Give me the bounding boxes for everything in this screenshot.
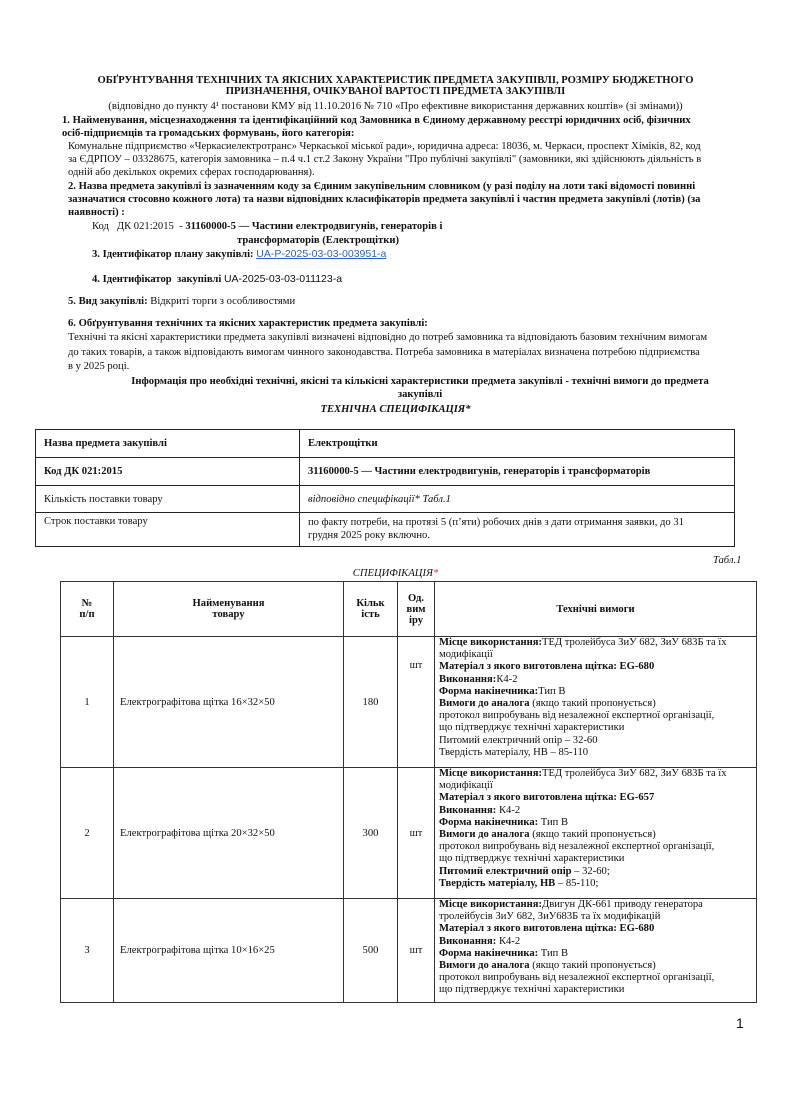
section4-label: 4. Ідентифікатор закупівлі	[92, 274, 222, 285]
row-qty: 500	[344, 899, 398, 1003]
requirement-line	[439, 829, 752, 841]
section2-code-prefix: Код ДК 021:2015 -	[92, 221, 186, 232]
requirement-text: модифікації	[439, 780, 493, 792]
section2-code-value: 31160000-5 — Частини електродвигунів, генераторів і	[185, 221, 443, 232]
requirement-text: що підтверджує технічні характеристики	[439, 722, 625, 734]
requirement-line	[439, 841, 752, 853]
header-qty-line2: ість	[361, 609, 380, 620]
requirement-label: Твердість матеріалу, НВ	[439, 877, 556, 889]
requirement-text: ТЕД тролейбуса ЗиУ 682, ЗиУ 683Б та їх	[541, 637, 727, 648]
requirement-line	[439, 768, 752, 780]
requirement-line	[439, 984, 752, 996]
requirement-text: протокол випробувань від незалежної експертної організації,	[439, 972, 715, 984]
requirement-text: (якщо такий пропонується)	[529, 829, 656, 841]
requirement-label: Форма накінечника:	[439, 816, 539, 828]
requirement-text: тролейбусів ЗиУ 682, ЗиУ683Б та їх модифікацій	[439, 911, 661, 923]
row-unit: шт	[398, 768, 435, 899]
section1-text-line2: за ЄДРПОУ – 03328675, категорія замовника – п.4 ч.1 ст.2 Закону України "Про публічні закупівлі" (замовники, які здійснюють діяльність в	[68, 154, 702, 165]
header-qty	[344, 582, 398, 637]
spec-row	[61, 768, 757, 899]
row-num: 3	[61, 899, 114, 1003]
requirement-text: – 85-110;	[555, 877, 599, 889]
page-number: 1	[736, 1015, 744, 1031]
requirement-label: Матеріал з якого виготовлена щітка: EG-657	[439, 792, 655, 804]
summary-table	[35, 429, 735, 547]
document-subtitle: (відповідно до пункту 4¹ постанови КМУ від 11.10.2016 № 710 «Про ефективне використання державних коштів» (зі змінами))	[108, 101, 683, 112]
requirement-text: Тип В	[538, 947, 569, 959]
requirement-label: Форма накінечника:	[439, 685, 539, 697]
requirement-text: ТЕД тролейбуса ЗиУ 682, ЗиУ 683Б та їх	[541, 768, 727, 779]
section5	[68, 296, 295, 307]
header-name	[114, 582, 344, 637]
document-title-line2: ПРИЗНАЧЕННЯ, ОЧІКУВАНОЇ ВАРТОСТІ ПРЕДМЕТА ЗАКУПІВЛІ	[225, 86, 566, 97]
requirement-label: Вимоги до аналога	[439, 829, 530, 841]
document-title-line1: ОБҐРУНТУВАННЯ ТЕХНІЧНИХ ТА ЯКІСНИХ ХАРАКТЕРИСТИК ПРЕДМЕТА ЗАКУПІВЛІ, РОЗМІРУ БЮДЖЕТНОГО	[97, 75, 694, 86]
info-heading-line1: Інформація про необхідні технічні, якісні та кількісні характеристики предмета закупівлі - технічні вимоги до предмета	[131, 376, 709, 387]
section2-heading-line3: наявності) :	[68, 207, 125, 218]
section5-value: Відкриті торги з особливостями	[147, 296, 296, 307]
row-unit: шт	[398, 899, 435, 1003]
requirement-line	[439, 674, 752, 686]
requirement-line	[439, 747, 752, 759]
summary-value: відповідно специфікації* Табл.1	[300, 486, 735, 513]
requirement-line	[439, 936, 752, 948]
requirement-text: Тип В	[538, 816, 569, 828]
spec-asterisk: *	[432, 568, 439, 579]
spec-heading-text: СПЕЦИФІКАЦІЯ	[352, 568, 433, 579]
summary-row	[36, 486, 735, 513]
requirement-label: Виконання:	[439, 673, 497, 685]
requirement-line	[439, 805, 752, 817]
section1-text	[68, 140, 701, 179]
header-name-line1: Найменування	[192, 598, 265, 609]
summary-value-line1: по факту потреби, на протязі 5 (п’яти) робочих днів з дати отримання заявки, до 31	[308, 517, 684, 528]
row-unit: шт	[398, 637, 435, 768]
requirement-text: Твердість матеріалу, НВ – 85-110	[439, 746, 589, 758]
spec-header-row	[61, 582, 757, 637]
requirement-line	[439, 911, 752, 923]
tech-spec-title: ТЕХНІЧНА СПЕЦИФІКАЦІЯ*	[320, 404, 471, 415]
info-heading-line2: закупівлі	[397, 389, 443, 400]
requirement-line	[439, 923, 752, 935]
requirement-label: Місце використання:	[439, 768, 542, 779]
header-num-line2: п/п	[79, 609, 95, 620]
requirement-line	[439, 661, 752, 673]
requirement-text: К4-2	[496, 935, 521, 947]
requirement-text: К4-2	[496, 673, 518, 685]
requirement-label: Виконання:	[439, 935, 497, 947]
requirement-line	[439, 649, 752, 661]
requirement-line	[439, 866, 752, 878]
requirement-label: Місце використання:	[439, 899, 542, 910]
section5-label: 5. Вид закупівлі:	[68, 296, 148, 307]
row-requirements	[435, 768, 757, 899]
requirement-label: Матеріал з якого виготовлена щітка: EG-680	[439, 661, 655, 673]
requirement-line	[439, 698, 752, 710]
requirement-line	[439, 853, 752, 865]
requirement-line	[439, 878, 752, 890]
requirement-label: Питомий електричний опір	[439, 865, 572, 877]
requirement-text: протокол випробувань від незалежної експертної організації,	[439, 841, 715, 853]
requirement-text: (якщо такий пропонується)	[529, 698, 656, 710]
requirement-line	[439, 948, 752, 960]
spec-row	[61, 899, 757, 1003]
header-num	[61, 582, 114, 637]
requirement-line	[439, 792, 752, 804]
header-name-line2: товару	[212, 609, 245, 620]
spec-heading	[0, 568, 791, 579]
requirement-text: – 32-60;	[571, 865, 610, 877]
section2-heading-line2: зазначатися стосовно кожного лота) та назви відповідних класифікаторів предмета закупівлі і частин предмета закупівлі (лотів) (за	[68, 194, 701, 205]
document-title	[0, 75, 791, 97]
section6-heading: 6. Обґрунтування технічних та якісних характеристик предмета закупівлі:	[68, 318, 428, 329]
summary-row	[36, 513, 735, 547]
section2-code	[92, 221, 442, 232]
requirement-label: Місце використання:	[439, 637, 542, 648]
section6-text-line2: до таких товарів, а також відповідають вимогам чинного законодавства. Потреба замовника в матеріалах визначена потребою підприємства	[68, 346, 700, 358]
row-num: 1	[61, 637, 114, 768]
summary-row	[36, 458, 735, 486]
section4	[92, 273, 342, 285]
header-num-line1: №	[81, 598, 93, 609]
summary-value-line2: грудня 2025 року включно.	[308, 530, 430, 541]
section3-label: 3. Ідентифікатор плану закупівлі:	[92, 249, 254, 260]
row-name: Електрографітова щітка 16×32×50	[114, 637, 344, 768]
row-num: 2	[61, 768, 114, 899]
spec-table	[60, 581, 757, 1003]
summary-label: Кількість поставки товару	[36, 486, 300, 513]
requirement-line	[439, 899, 752, 911]
row-qty: 180	[344, 637, 398, 768]
plan-identifier-link[interactable]: UA-P-2025-03-03-003951-a	[256, 248, 387, 260]
summary-value: 31160000-5 — Частини електродвигунів, генераторів і трансформаторів	[300, 458, 735, 486]
section6-text	[68, 331, 707, 375]
requirement-label: Форма накінечника:	[439, 947, 539, 959]
requirement-line	[439, 686, 752, 698]
spec-row	[61, 637, 757, 768]
requirement-line	[439, 972, 752, 984]
header-unit	[398, 582, 435, 637]
requirement-text: Двигун ДК-661 приводу генератора	[541, 899, 703, 910]
section6-text-line1: Технічні та якісні характеристики предмета закупівлі визначені відповідно до потреб замовника та відповідають базовим технічним вимогам	[68, 332, 708, 343]
header-qty-line1: Кільк	[356, 598, 385, 609]
section2-code-value-line2: трансформаторів (Електрощітки)	[237, 235, 399, 246]
section3	[92, 248, 386, 260]
header-req: Технічні вимоги	[435, 582, 757, 637]
header-unit-line1: Од.	[407, 592, 425, 604]
table-label: Табл.1	[713, 555, 742, 566]
requirement-label: Матеріал з якого виготовлена щітка: EG-680	[439, 923, 655, 935]
requirement-line	[439, 735, 752, 747]
section1-heading	[62, 114, 691, 140]
section2-heading	[68, 180, 700, 219]
row-name: Електрографітова щітка 10×16×25	[114, 899, 344, 1003]
row-name: Електрографітова щітка 20×32×50	[114, 768, 344, 899]
requirement-label: Вимоги до аналога	[439, 698, 530, 710]
section1-heading-line2: осіб-підприємців та громадських формувань, його категорія:	[62, 128, 355, 139]
requirement-line	[439, 780, 752, 792]
requirement-text: Питомий електричний опір – 32-60	[439, 734, 598, 746]
section6-text-line3: в у 2025 році.	[68, 361, 130, 372]
header-unit-line3: іру	[409, 614, 423, 626]
summary-value: Електрощітки	[300, 430, 735, 458]
summary-label: Назва предмета закупівлі	[36, 430, 300, 458]
requirement-line	[439, 710, 752, 722]
requirement-line	[439, 722, 752, 734]
section2-heading-line1: 2. Назва предмета закупівлі із зазначенням коду за Єдиним закупівельним словником (у разі поділу на лоти такі відомості повинні	[68, 181, 696, 192]
row-requirements	[435, 899, 757, 1003]
requirement-text: протокол випробувань від незалежної експертної організації,	[439, 710, 715, 722]
section1-text-line1: Комунальне підприємство «Черкасиелектротранс» Черкаської міської ради», юридична адреса: 18036, м. Черкаси, проспект Хіміків, 82, код	[68, 141, 701, 152]
row-requirements	[435, 637, 757, 768]
requirement-line	[439, 817, 752, 829]
requirement-text: що підтверджує технічні характеристики	[439, 984, 625, 996]
requirement-text: модифікації	[439, 649, 493, 661]
requirement-line	[439, 637, 752, 649]
row-qty: 300	[344, 768, 398, 899]
requirement-text: К4-2	[496, 804, 521, 816]
procurement-identifier: UA-2025-03-03-011123-a	[223, 273, 343, 285]
summary-label: Код ДК 021:2015	[36, 458, 300, 486]
summary-value	[300, 513, 735, 547]
info-heading	[60, 375, 780, 401]
summary-row	[36, 430, 735, 458]
section1-text-line3: одній або декількох окремих сферах господарювання).	[68, 167, 315, 178]
requirement-text: Тип В	[538, 685, 566, 697]
header-unit-line2: вим	[406, 603, 426, 615]
requirement-label: Виконання:	[439, 804, 497, 816]
requirement-text: що підтверджує технічні характеристики	[439, 853, 625, 865]
requirement-line	[439, 960, 752, 972]
requirement-text: (якщо такий пропонується)	[529, 960, 656, 972]
summary-label: Строк поставки товару	[36, 513, 300, 547]
requirement-label: Вимоги до аналога	[439, 960, 530, 972]
section1-heading-line1: 1. Найменування, місцезнаходження та ідентифікаційний код Замовника в Єдиному державному реєстрі юридичних осіб, фізичних	[62, 115, 691, 126]
